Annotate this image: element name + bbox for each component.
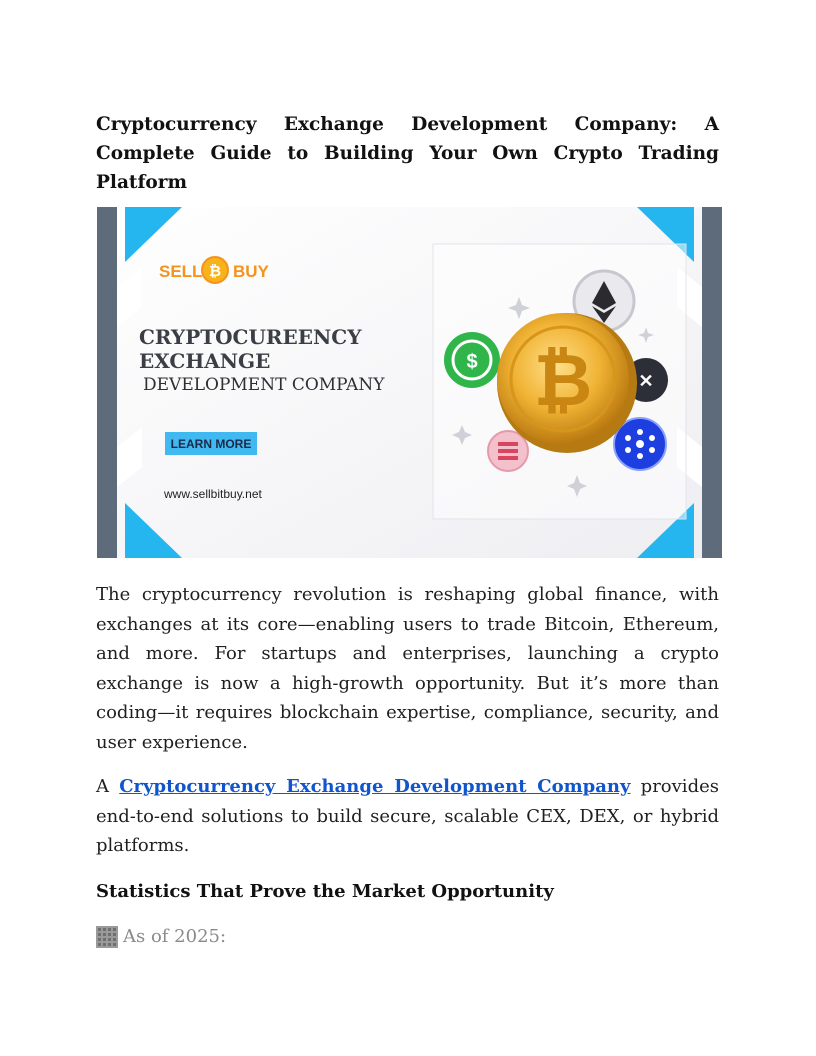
as-of-line [96,922,226,951]
brand-right: BUY [233,262,269,281]
section-heading: Statistics That Prove the Market Opportunity [96,881,554,902]
svg-text:LEARN MORE: LEARN MORE [170,437,252,451]
svg-text:₿: ₿ [533,338,593,422]
solana-coin-icon [488,431,528,471]
svg-text:$: $ [466,351,478,373]
intro-paragraph: The cryptocurrency revolution is reshaping global finance, with exchanges at its core—enabling users to trade Bitcoin, Ethereum, and more. For startups and enterprises, launching a crypto exchange is now a high-growth opportunity. But it’s more than coding—it requires blockchain expertise, compliance, security, and user experience. [96,584,719,753]
exchange-development-company-link[interactable]: Cryptocurrency Exchange Development Company [119,776,631,797]
banner-headline-1: CRYPTOCUREENCY [139,325,362,349]
bitcoin-coin-icon [497,313,637,453]
document-title: Cryptocurrency Exchange Development Company: A Complete Guide to Building Your Own Crypto Trading Platform [96,114,719,193]
svg-text:₿: ₿ [208,263,222,280]
svg-text:✕: ✕ [638,371,654,391]
learn-more-button[interactable] [165,432,257,455]
banner-headline-3: DEVELOPMENT COMPANY [143,375,385,395]
paragraph-suffix: provides end-to-end solutions to build secure, scalable CEX, DEX, or hybrid platforms. [96,776,719,856]
banner-website: www.sellbitbuy.net [164,487,262,501]
usdc-coin-icon [444,332,500,388]
company-paragraph [96,772,719,861]
bar-chart-icon [96,926,118,948]
banner-headline-2: EXCHANGE [139,349,271,373]
paragraph-prefix: A [96,776,120,797]
brand-left: SELL [159,262,203,281]
hero-banner-image [97,207,722,558]
as-of-text: As of 2025: [123,926,227,947]
